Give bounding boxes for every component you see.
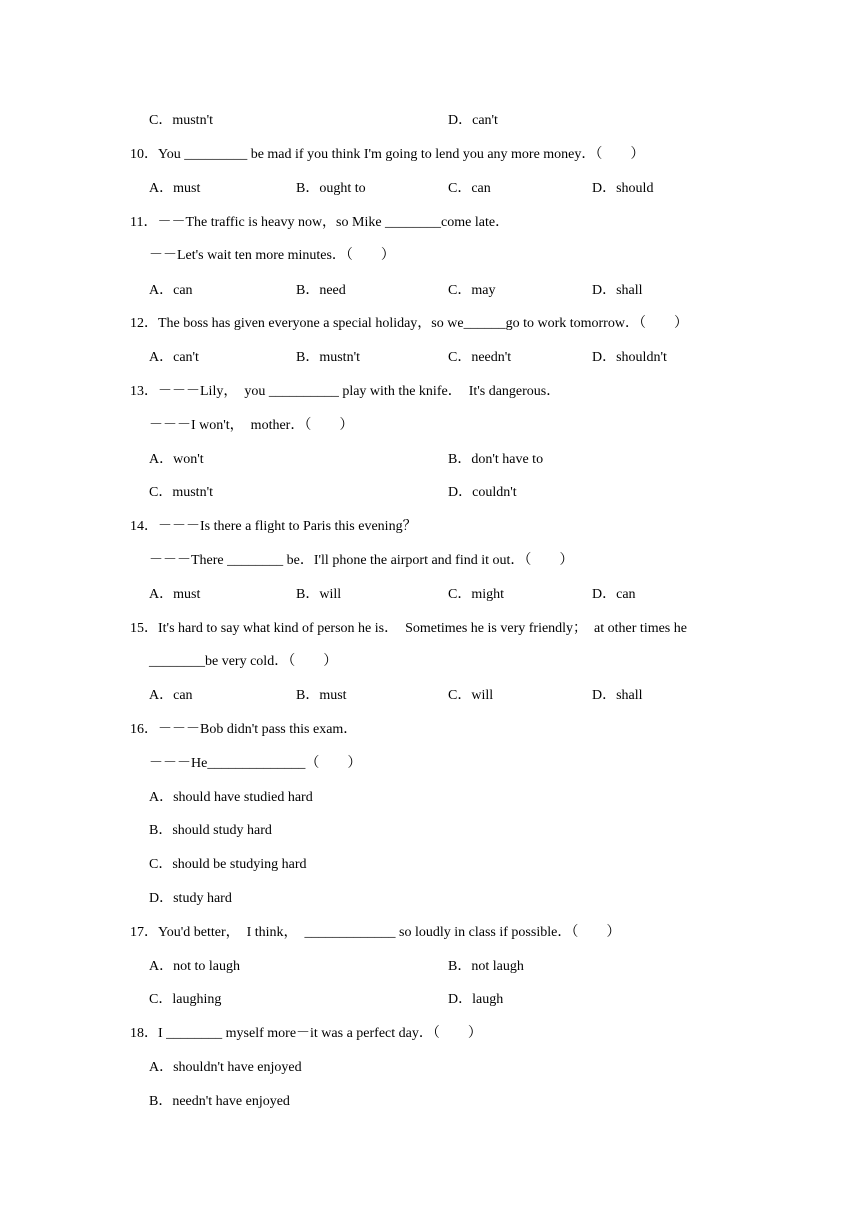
q10-option-d: D．should (592, 181, 654, 196)
q16-option-b: B．should study hard (149, 823, 272, 838)
q13-option-d: D．couldn't (448, 485, 517, 500)
q13-option-a: A．won't (149, 452, 204, 467)
q9-option-c: C．mustn't (149, 113, 213, 128)
q14-option-b: B．will (296, 587, 342, 602)
q16-stem: 16．－－－Bob didn't pass this exam． (130, 722, 358, 737)
q10-option-a: A．must (149, 181, 201, 196)
q15-stem-continued: ________be very cold．（ ） (149, 654, 338, 669)
q12-option-d: D．shouldn't (592, 350, 667, 365)
q11-stem-reply: －－Let's wait ten more minutes．（ ） (149, 248, 395, 263)
q10-option-c: C．can (448, 181, 491, 196)
q14-option-d: D．can (592, 587, 636, 602)
q12-stem: 12．The boss has given everyone a special holiday，so we______go to work tomorrow．（ ） (130, 316, 688, 331)
q10-option-b: B．ought to (296, 181, 366, 196)
q16-option-d: D．study hard (149, 891, 232, 906)
q16-stem-reply: －－－He______________（ ） (149, 756, 362, 771)
q13-option-b: B．don't have to (448, 452, 544, 467)
q16-option-c: C．should be studying hard (149, 857, 307, 872)
q13-stem: 13．－－－Lily， you __________ play with the knife． It's dangerous． (130, 384, 561, 399)
q14-stem: 14．－－－Is there a flight to Paris this evening？ (130, 519, 417, 534)
q18-option-b: B．needn't have enjoyed (149, 1094, 290, 1109)
q15-option-b: B．must (296, 688, 347, 703)
q11-option-a: A．can (149, 283, 193, 298)
q17-option-b: B．not laugh (448, 959, 524, 974)
q12-option-c: C．needn't (448, 350, 512, 365)
q17-option-a: A．not to laugh (149, 959, 240, 974)
q17-option-c: C．laughing (149, 992, 222, 1007)
q17-option-d: D．laugh (448, 992, 504, 1007)
q9-option-d: D．can't (448, 113, 498, 128)
q14-stem-reply: －－－There ________ be．I'll phone the airport and find it out．（ ） (149, 553, 574, 568)
q15-option-c: C．will (448, 688, 494, 703)
q12-option-a: A．can't (149, 350, 199, 365)
q13-option-c: C．mustn't (149, 485, 213, 500)
q11-option-d: D．shall (592, 283, 643, 298)
q18-option-a: A．shouldn't have enjoyed (149, 1060, 302, 1075)
q11-option-b: B．need (296, 283, 346, 298)
q11-stem: 11．－－The traffic is heavy now，so Mike ________come late． (130, 215, 510, 230)
q10-stem: 10．You _________ be mad if you think I'm going to lend you any more money．（ ） (130, 147, 645, 162)
q15-option-d: D．shall (592, 688, 643, 703)
q11-option-c: C．may (448, 283, 496, 298)
q14-option-a: A．must (149, 587, 201, 602)
q15-stem: 15．It's hard to say what kind of person he is． Sometimes he is very friendly； at other times he (130, 621, 687, 636)
q12-option-b: B．mustn't (296, 350, 360, 365)
q16-option-a: A．should have studied hard (149, 790, 313, 805)
q13-stem-reply: －－－I won't， mother．（ ） (149, 418, 354, 433)
q18-stem: 18．I ________ myself more－it was a perfect day．（ ） (130, 1026, 482, 1041)
q17-stem: 17．You'd better， I think， _____________ so loudly in class if possible．（ ） (130, 925, 621, 940)
q14-option-c: C．might (448, 587, 505, 602)
q15-option-a: A．can (149, 688, 193, 703)
